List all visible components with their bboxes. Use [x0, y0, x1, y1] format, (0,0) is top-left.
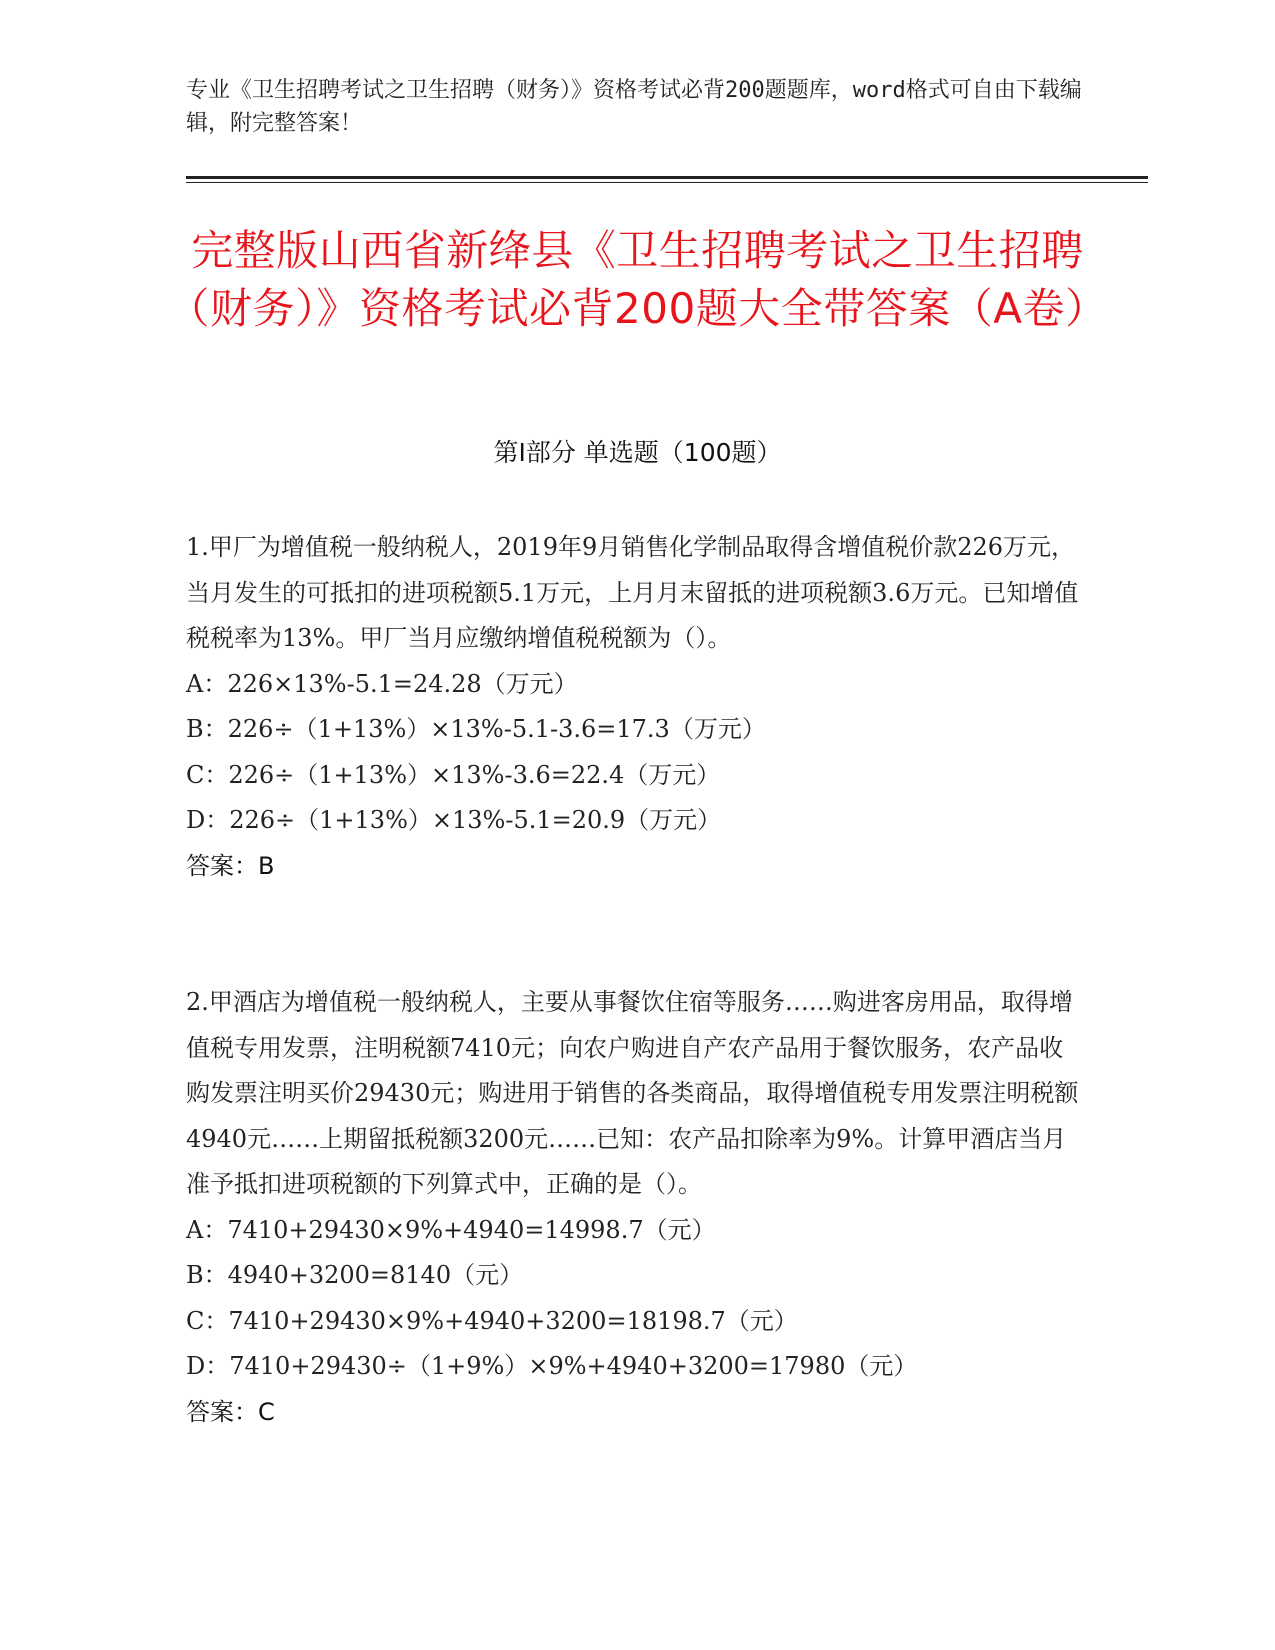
- option-a: A：7410+29430×9%+4940=14998.7（元）: [186, 1215, 716, 1244]
- answer-line: 答案：B: [186, 851, 275, 880]
- answer-line: 答案：C: [186, 1397, 275, 1426]
- question-2: [186, 980, 1086, 1435]
- option-d: D：7410+29430÷（1+9%）×9%+4940+3200=17980（元）: [186, 1352, 918, 1380]
- document-title: 完整版山西省新绛县《卫生招聘考试之卫生招聘（财务）》资格考试必背200题大全带答案（A卷）: [167, 226, 1108, 333]
- question-stem: 2.甲酒店为增值税一般纳税人，主要从事餐饮住宿等服务……购进客房用品，取得增值税专用发票，注明税额7410元；向农户购进自产农产品用于餐饮服务，农产品收购发票注明买价29430元；购进用于销售的各类商品，取得增值税专用发票注明税额4940元……上期留抵税额3200元……已知：农产品扣除率为9%。计算甲酒店当月准予抵扣进项税额的下列算式中，正确的是（）。: [186, 988, 1079, 1198]
- question-stem: 1.甲厂为增值税一般纳税人，2019年9月销售化学制品取得含增值税价款226万元，当月发生的可抵扣的进项税额5.1万元，上月月末留抵的进项税额3.6万元。已知增值税税率为13%。甲厂当月应缴纳增值税税额为（）。: [186, 533, 1079, 652]
- option-c: C：7410+29430×9%+4940+3200=18198.7（元）: [186, 1306, 798, 1335]
- header-note: 专业《卫生招聘考试之卫生招聘（财务）》资格考试必背200题题库，word格式可自由下载编辑，附完整答案！: [186, 78, 1082, 136]
- option-a: A：226×13%-5.1=24.28（万元）: [186, 669, 578, 698]
- option-b: B：4940+3200=8140（元）: [186, 1261, 524, 1289]
- header-divider-thin: [186, 182, 1148, 183]
- section-heading: 第Ⅰ部分 单选题（100题）: [493, 438, 782, 467]
- option-b: B：226÷（1+13%）×13%-5.1-3.6=17.3（万元）: [186, 715, 766, 743]
- option-d: D：226÷（1+13%）×13%-5.1=20.9（万元）: [186, 806, 722, 834]
- header-divider-thick: [186, 176, 1148, 179]
- option-c: C：226÷（1+13%）×13%-3.6=22.4（万元）: [186, 760, 721, 789]
- question-1: [186, 525, 1086, 889]
